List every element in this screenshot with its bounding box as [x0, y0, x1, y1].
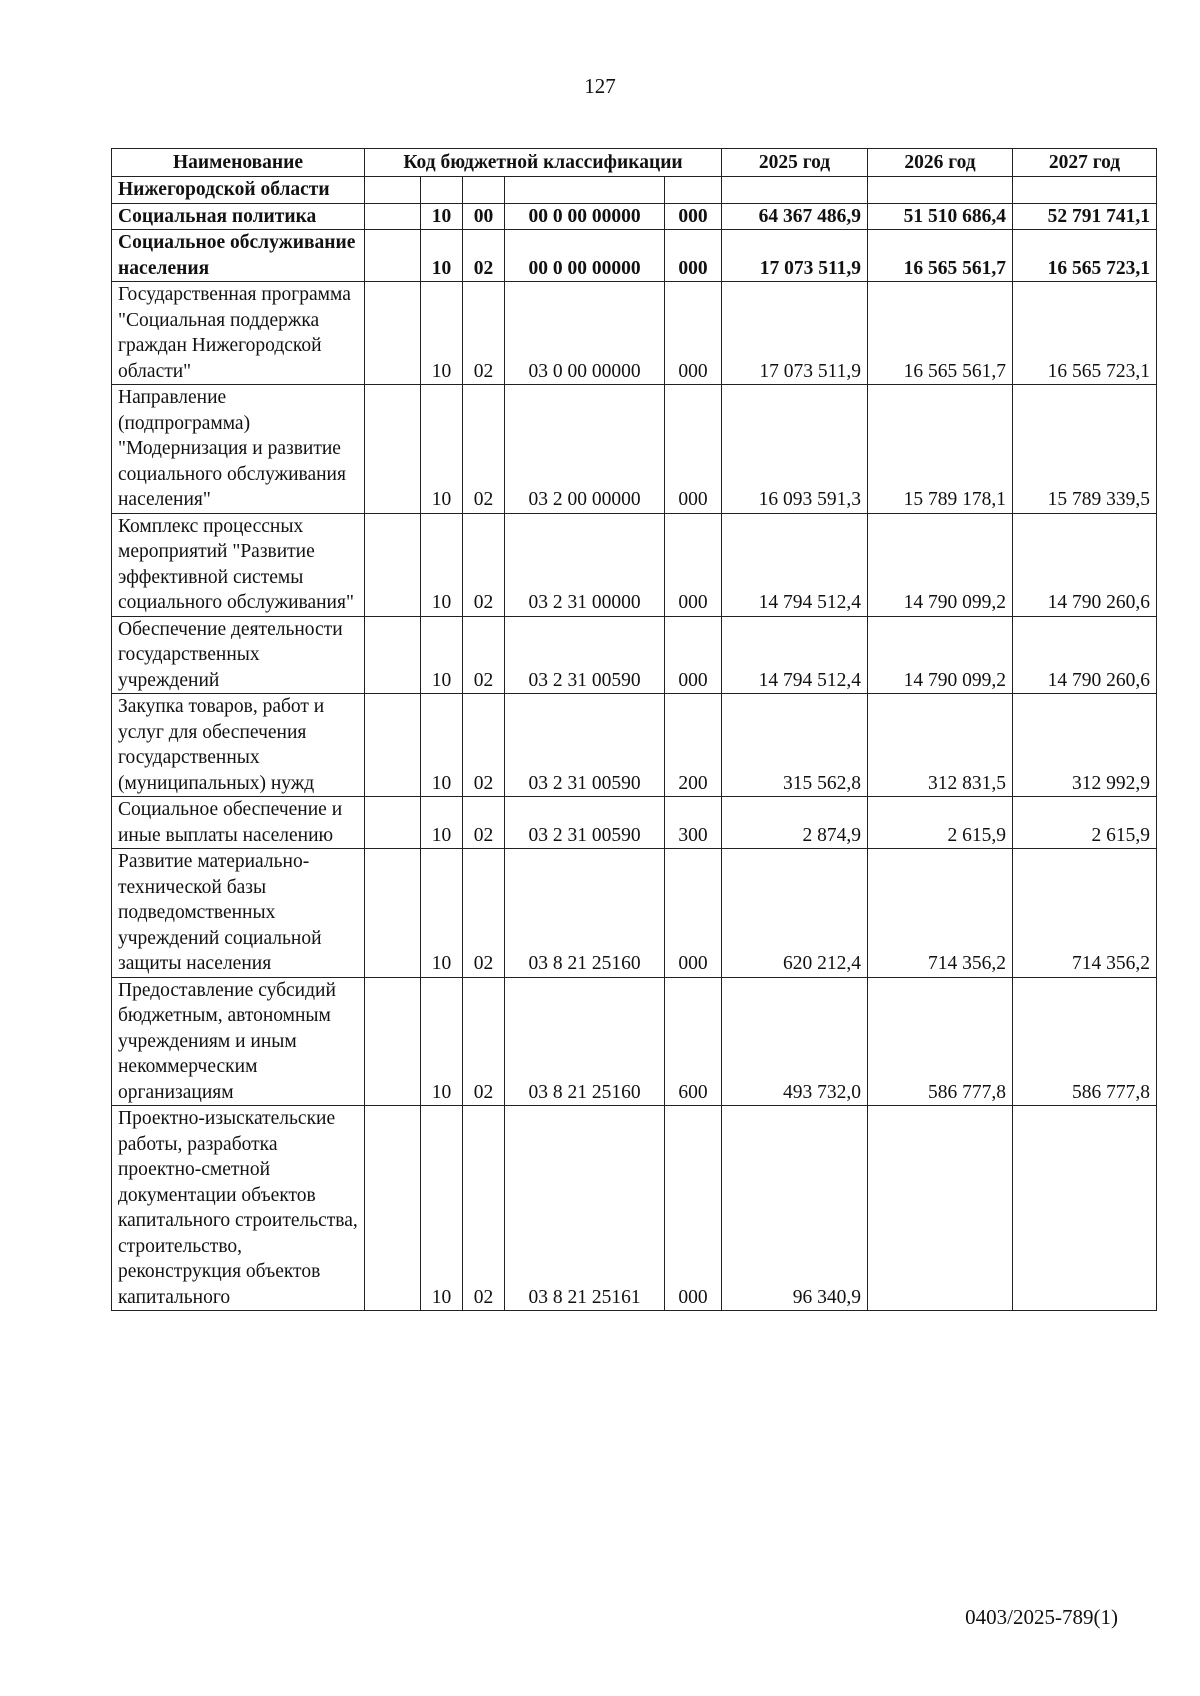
code-expense-type: 000 [665, 616, 722, 694]
row-name: Направление (подпрограмма) "Модернизация и развитие социального обслуживания населения" [112, 385, 365, 514]
value-2026: 14 790 099,2 [868, 616, 1013, 694]
value-2025: 17 073 511,9 [722, 230, 868, 282]
code-admin [365, 694, 421, 797]
value-2025: 14 794 512,4 [722, 616, 868, 694]
header-code: Код бюджетной классификации [365, 149, 722, 177]
budget-table [111, 148, 1157, 1311]
code-subsection: 02 [463, 977, 505, 1106]
code-target-article [505, 177, 665, 204]
code-target-article: 03 8 21 25161 [505, 1106, 665, 1311]
code-subsection: 02 [463, 1106, 505, 1311]
code-admin [365, 849, 421, 978]
code-target-article: 03 2 31 00000 [505, 513, 665, 616]
table-row [112, 230, 1157, 282]
row-name: Закупка товаров, работ и услуг для обеспечения государственных (муниципальных) нужд [112, 694, 365, 797]
value-2027: 14 790 260,6 [1013, 513, 1157, 616]
value-2027: 312 992,9 [1013, 694, 1157, 797]
row-name: Социальная политика [112, 203, 365, 230]
table-body [112, 177, 1157, 1311]
table-row [112, 385, 1157, 514]
code-target-article: 03 2 31 00590 [505, 797, 665, 849]
value-2027: 714 356,2 [1013, 849, 1157, 978]
row-name: Проектно-изыскательские работы, разработка проектно-сметной документации объектов капитального строительства, строительство, реконструкция объектов капитального [112, 1106, 365, 1311]
code-section: 10 [421, 977, 463, 1106]
code-section [421, 177, 463, 204]
value-2025: 493 732,0 [722, 977, 868, 1106]
value-2025: 17 073 511,9 [722, 282, 868, 385]
row-name: Развитие материально-технической базы подведомственных учреждений социальной защиты населения [112, 849, 365, 978]
code-expense-type: 000 [665, 849, 722, 978]
value-2026 [868, 1106, 1013, 1311]
header-2026: 2026 год [868, 149, 1013, 177]
code-admin [365, 177, 421, 204]
code-subsection: 02 [463, 513, 505, 616]
table-header-row [112, 149, 1157, 177]
code-expense-type: 000 [665, 282, 722, 385]
code-admin [365, 1106, 421, 1311]
value-2025: 96 340,9 [722, 1106, 868, 1311]
value-2026: 14 790 099,2 [868, 513, 1013, 616]
code-target-article: 03 8 21 25160 [505, 977, 665, 1106]
code-expense-type: 000 [665, 203, 722, 230]
code-subsection: 00 [463, 203, 505, 230]
code-section: 10 [421, 513, 463, 616]
code-expense-type: 600 [665, 977, 722, 1106]
value-2027: 14 790 260,6 [1013, 616, 1157, 694]
code-section: 10 [421, 230, 463, 282]
value-2027: 15 789 339,5 [1013, 385, 1157, 514]
code-expense-type: 200 [665, 694, 722, 797]
code-admin [365, 513, 421, 616]
value-2026: 16 565 561,7 [868, 282, 1013, 385]
table-row [112, 177, 1157, 204]
code-subsection [463, 177, 505, 204]
row-name: Комплекс процессных мероприятий "Развитие эффективной системы социального обслуживания" [112, 513, 365, 616]
code-subsection: 02 [463, 849, 505, 978]
header-2027: 2027 год [1013, 149, 1157, 177]
value-2025: 64 367 486,9 [722, 203, 868, 230]
code-section: 10 [421, 616, 463, 694]
value-2027 [1013, 177, 1157, 204]
table-row [112, 616, 1157, 694]
code-expense-type [665, 177, 722, 204]
code-expense-type: 300 [665, 797, 722, 849]
value-2027: 586 777,8 [1013, 977, 1157, 1106]
code-admin [365, 203, 421, 230]
table-row [112, 694, 1157, 797]
code-subsection: 02 [463, 282, 505, 385]
value-2027: 2 615,9 [1013, 797, 1157, 849]
page-number: 127 [584, 74, 616, 98]
code-target-article: 03 0 00 00000 [505, 282, 665, 385]
table-row [112, 513, 1157, 616]
header-2025: 2025 год [722, 149, 868, 177]
value-2026: 15 789 178,1 [868, 385, 1013, 514]
table-row [112, 977, 1157, 1106]
value-2027 [1013, 1106, 1157, 1311]
value-2026: 16 565 561,7 [868, 230, 1013, 282]
row-name: Обеспечение деятельности государственных учреждений [112, 616, 365, 694]
table-row [112, 203, 1157, 230]
code-section: 10 [421, 385, 463, 514]
value-2026: 2 615,9 [868, 797, 1013, 849]
row-name: Предоставление субсидий бюджетным, автономным учреждениям и иным некоммерческим организациям [112, 977, 365, 1106]
value-2027: 16 565 723,1 [1013, 230, 1157, 282]
code-expense-type: 000 [665, 385, 722, 514]
value-2026: 51 510 686,4 [868, 203, 1013, 230]
code-target-article: 03 2 31 00590 [505, 616, 665, 694]
code-target-article: 03 2 31 00590 [505, 694, 665, 797]
header-name: Наименование [112, 149, 365, 177]
code-section: 10 [421, 1106, 463, 1311]
table-row [112, 849, 1157, 978]
code-admin [365, 616, 421, 694]
table-row [112, 797, 1157, 849]
code-target-article: 03 8 21 25160 [505, 849, 665, 978]
code-subsection: 02 [463, 797, 505, 849]
value-2026: 312 831,5 [868, 694, 1013, 797]
table-row [112, 1106, 1157, 1311]
table-row [112, 282, 1157, 385]
value-2025 [722, 177, 868, 204]
code-admin [365, 977, 421, 1106]
value-2026: 586 777,8 [868, 977, 1013, 1106]
row-name: Нижегородской области [112, 177, 365, 204]
code-target-article: 00 0 00 00000 [505, 230, 665, 282]
code-admin [365, 282, 421, 385]
code-expense-type: 000 [665, 230, 722, 282]
value-2027: 16 565 723,1 [1013, 282, 1157, 385]
value-2026 [868, 177, 1013, 204]
value-2025: 2 874,9 [722, 797, 868, 849]
code-section: 10 [421, 203, 463, 230]
value-2027: 52 791 741,1 [1013, 203, 1157, 230]
value-2025: 14 794 512,4 [722, 513, 868, 616]
code-admin [365, 230, 421, 282]
code-subsection: 02 [463, 694, 505, 797]
code-admin [365, 385, 421, 514]
document-number: 0403/2025-789(1) [965, 1605, 1118, 1629]
value-2025: 315 562,8 [722, 694, 868, 797]
value-2025: 16 093 591,3 [722, 385, 868, 514]
value-2025: 620 212,4 [722, 849, 868, 978]
value-2026: 714 356,2 [868, 849, 1013, 978]
code-section: 10 [421, 282, 463, 385]
code-target-article: 03 2 00 00000 [505, 385, 665, 514]
row-name: Социальное обслуживание населения [112, 230, 365, 282]
code-expense-type: 000 [665, 513, 722, 616]
code-section: 10 [421, 797, 463, 849]
code-target-article: 00 0 00 00000 [505, 203, 665, 230]
code-subsection: 02 [463, 616, 505, 694]
code-section: 10 [421, 849, 463, 978]
code-subsection: 02 [463, 230, 505, 282]
code-section: 10 [421, 694, 463, 797]
code-admin [365, 797, 421, 849]
code-subsection: 02 [463, 385, 505, 514]
row-name: Государственная программа "Социальная поддержка граждан Нижегородской области" [112, 282, 365, 385]
code-expense-type: 000 [665, 1106, 722, 1311]
row-name: Социальное обеспечение и иные выплаты населению [112, 797, 365, 849]
